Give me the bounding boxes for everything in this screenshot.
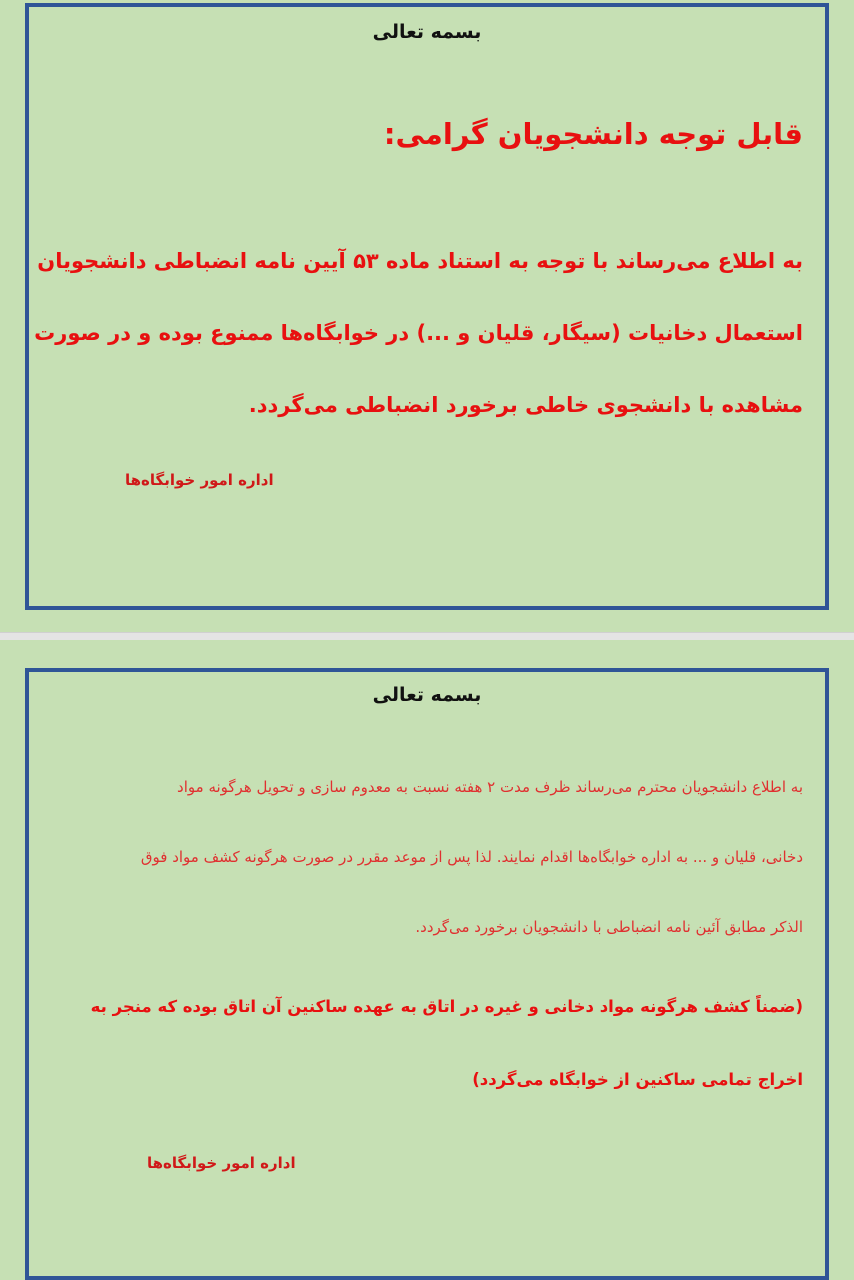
notice-signature: اداره امور خوابگاه‌ها bbox=[147, 1154, 296, 1172]
notice-panel-smoking-ban bbox=[0, 0, 854, 632]
image-separator bbox=[0, 632, 854, 640]
notice-body-line: به اطلاع می‌رساند با توجه به استناد ماده ۵۳ آیین نامه انضباطی دانشجویان bbox=[37, 249, 803, 273]
notice-warning-line: اخراج تمامی ساکنین از خوابگاه می‌گردد) bbox=[472, 1070, 803, 1089]
notice-frame bbox=[25, 668, 829, 1280]
notice-body-line: استعمال دخانیات (سیگار، قلیان و ...) در خوابگاه‌ها ممنوع بوده و در صورت bbox=[34, 321, 803, 345]
notice-body-line: الذکر مطابق آئین نامه انضباطی با دانشجویان برخورد می‌گردد. bbox=[415, 918, 803, 936]
notice-body-line: دخانی، قلیان و ... به اداره خوابگاه‌ها اقدام نمایند. لذا پس از موعد مقرر در صورت هرگونه کشف مواد فوق bbox=[140, 848, 803, 866]
notice-frame bbox=[25, 3, 829, 610]
notice-signature: اداره امور خوابگاه‌ها bbox=[125, 471, 274, 489]
notice-body-line: مشاهده با دانشجوی خاطی برخورد انضباطی می‌گردد. bbox=[248, 393, 803, 417]
notice-headline: قابل توجه دانشجویان گرامی: bbox=[383, 117, 803, 151]
notice-panel-tobacco-disposal bbox=[0, 640, 854, 1280]
notice-body-line: به اطلاع دانشجویان محترم می‌رساند ظرف مدت ۲ هفته نسبت به معدوم سازی و تحویل هرگونه مواد bbox=[177, 778, 803, 796]
basmala-heading: بسمه تعالی bbox=[372, 21, 482, 43]
notice-warning-line: (ضمناً کشف هرگونه مواد دخانی و غیره در اتاق به عهده ساکنین آن اتاق بوده که منجر به bbox=[90, 997, 803, 1016]
basmala-heading: بسمه تعالی bbox=[372, 684, 482, 706]
